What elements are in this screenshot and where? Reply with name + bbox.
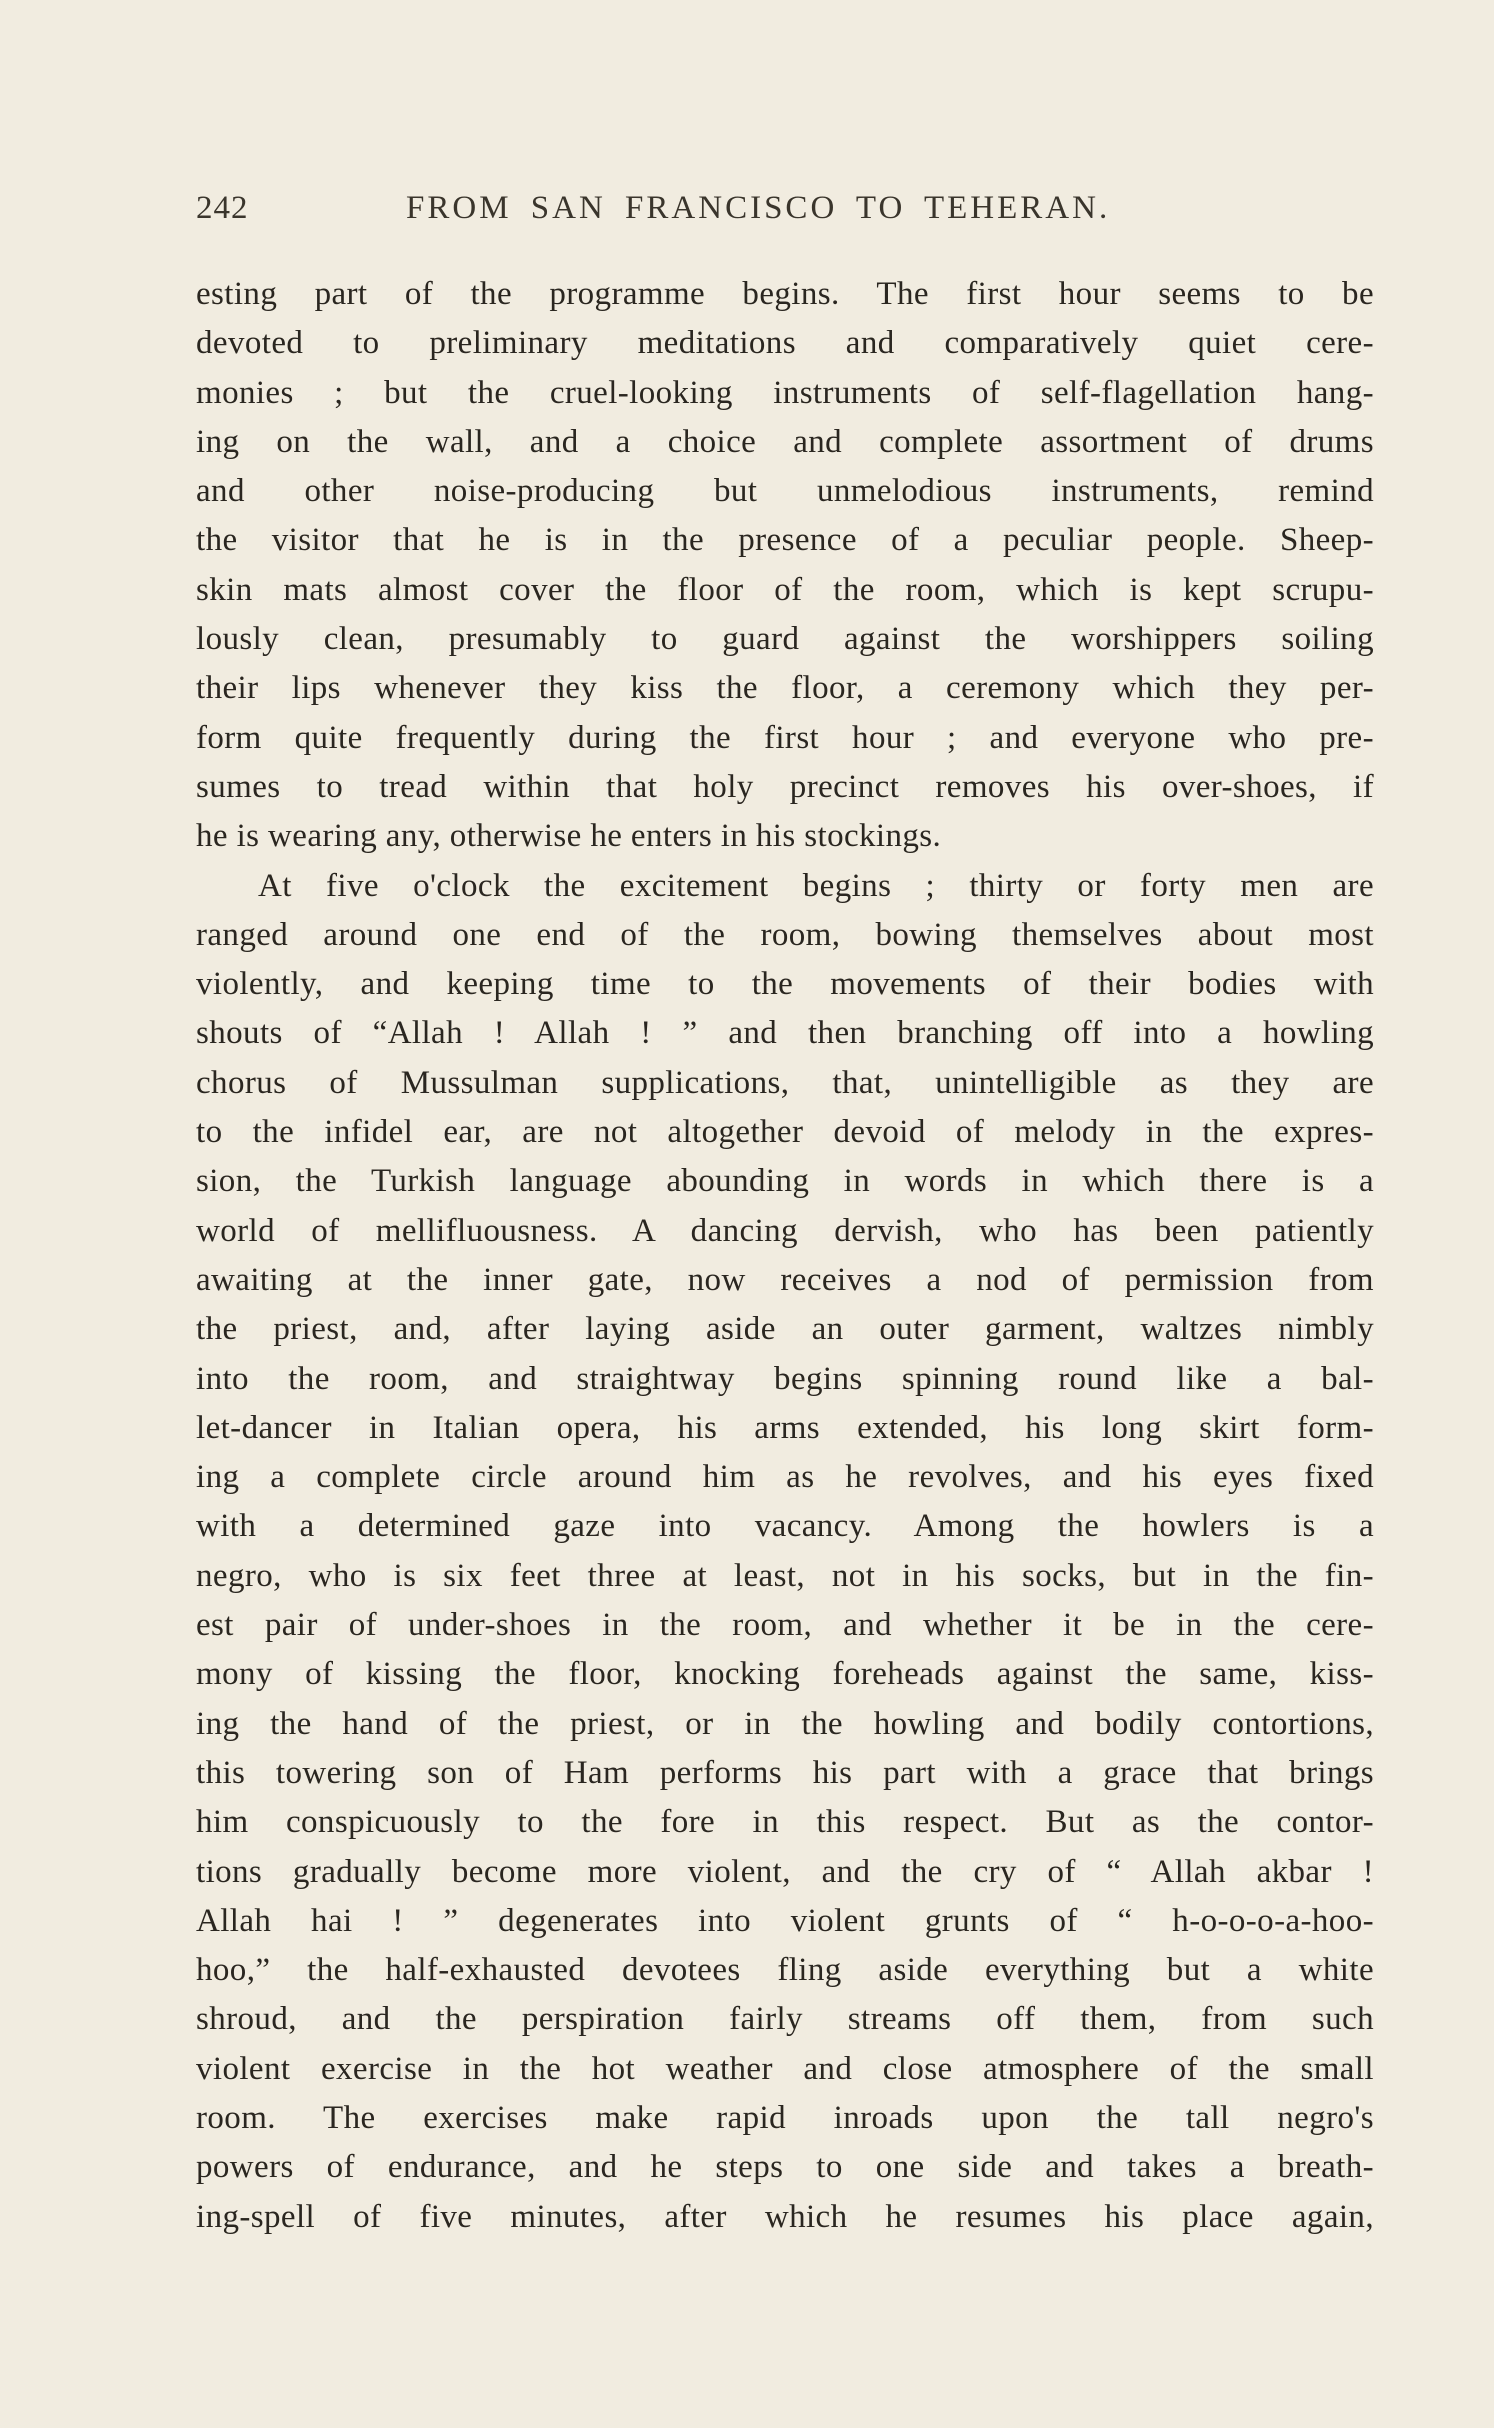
text-line: lously clean, presumably to guard against the worshippers soiling: [196, 621, 1374, 658]
text-line: monies ; but the cruel-looking instruments of self-flagellation hang-: [196, 374, 1374, 411]
body-text: [196, 270, 1374, 2242]
running-title: FROM SAN FRANCISCO TO TEHERAN.: [406, 190, 1111, 226]
text-line: powers of endurance, and he steps to one side and takes a breath-: [196, 2149, 1374, 2186]
page-number: 242: [196, 190, 249, 226]
text-line: sion, the Turkish language abounding in words in which there is a: [196, 1163, 1374, 1200]
text-line: world of mellifluousness. A dancing dervish, who has been patiently: [196, 1212, 1374, 1249]
text-line: ing on the wall, and a choice and complete assortment of drums: [196, 423, 1374, 460]
text-line: At five o'clock the excitement begins ; thirty or forty men are: [258, 867, 1374, 904]
text-line: hoo,” the half-exhausted devotees fling aside everything but a white: [196, 1952, 1374, 1989]
text-line: ing the hand of the priest, or in the howling and bodily contortions,: [196, 1705, 1374, 1742]
text-line: shouts of “Allah ! Allah ! ” and then branching off into a howling: [196, 1015, 1374, 1052]
text-line: let-dancer in Italian opera, his arms extended, his long skirt form-: [196, 1409, 1374, 1446]
text-line: ing-spell of five minutes, after which he resumes his place again,: [196, 2198, 1374, 2235]
text-line: tions gradually become more violent, and the cry of “ Allah akbar !: [196, 1853, 1374, 1890]
text-line: shroud, and the perspiration fairly streams off them, from such: [196, 2001, 1374, 2038]
text-line: room. The exercises make rapid inroads upon the tall negro's: [196, 2099, 1374, 2136]
text-line: Allah hai ! ” degenerates into violent grunts of “ h-o-o-o-a-hoo-: [196, 1902, 1374, 1939]
text-line: with a determined gaze into vacancy. Among the howlers is a: [196, 1508, 1374, 1545]
text-line: mony of kissing the floor, knocking foreheads against the same, kiss-: [196, 1656, 1374, 1693]
text-line: their lips whenever they kiss the floor, a ceremony which they per-: [196, 670, 1374, 707]
text-line: est pair of under-shoes in the room, and whether it be in the cere-: [196, 1607, 1374, 1644]
text-line: to the infidel ear, are not altogether devoid of melody in the expres-: [196, 1114, 1374, 1151]
text-line: devoted to preliminary meditations and comparatively quiet cere-: [196, 325, 1374, 362]
running-head: [196, 190, 1368, 242]
text-line: him conspicuously to the fore in this respect. But as the contor-: [196, 1804, 1374, 1841]
text-line: violently, and keeping time to the movements of their bodies with: [196, 966, 1374, 1003]
text-line: negro, who is six feet three at least, not in his socks, but in the fin-: [196, 1557, 1374, 1594]
text-line: violent exercise in the hot weather and close atmosphere of the small: [196, 2050, 1374, 2087]
text-line: he is wearing any, otherwise he enters in his stockings.: [196, 818, 942, 855]
text-line: this towering son of Ham performs his part with a grace that brings: [196, 1754, 1374, 1791]
text-line: ing a complete circle around him as he revolves, and his eyes fixed: [196, 1459, 1374, 1496]
text-line: esting part of the programme begins. The first hour seems to be: [196, 276, 1374, 312]
text-line: awaiting at the inner gate, now receives a nod of permission from: [196, 1261, 1374, 1298]
text-line: and other noise-producing but unmelodious instruments, remind: [196, 473, 1374, 510]
text-line: chorus of Mussulman supplications, that, unintelligible as they are: [196, 1064, 1374, 1101]
text-line: ranged around one end of the room, bowing themselves about most: [196, 916, 1374, 953]
text-line: skin mats almost cover the floor of the room, which is kept scrupu-: [196, 571, 1374, 608]
text-line: sumes to tread within that holy precinct removes his over-shoes, if: [196, 768, 1374, 805]
text-line: the visitor that he is in the presence of a peculiar people. Sheep-: [196, 522, 1374, 559]
text-line: into the room, and straightway begins spinning round like a bal-: [196, 1360, 1374, 1397]
text-line: the priest, and, after laying aside an outer garment, waltzes nimbly: [196, 1311, 1374, 1348]
text-line: form quite frequently during the first hour ; and everyone who pre-: [196, 719, 1374, 756]
